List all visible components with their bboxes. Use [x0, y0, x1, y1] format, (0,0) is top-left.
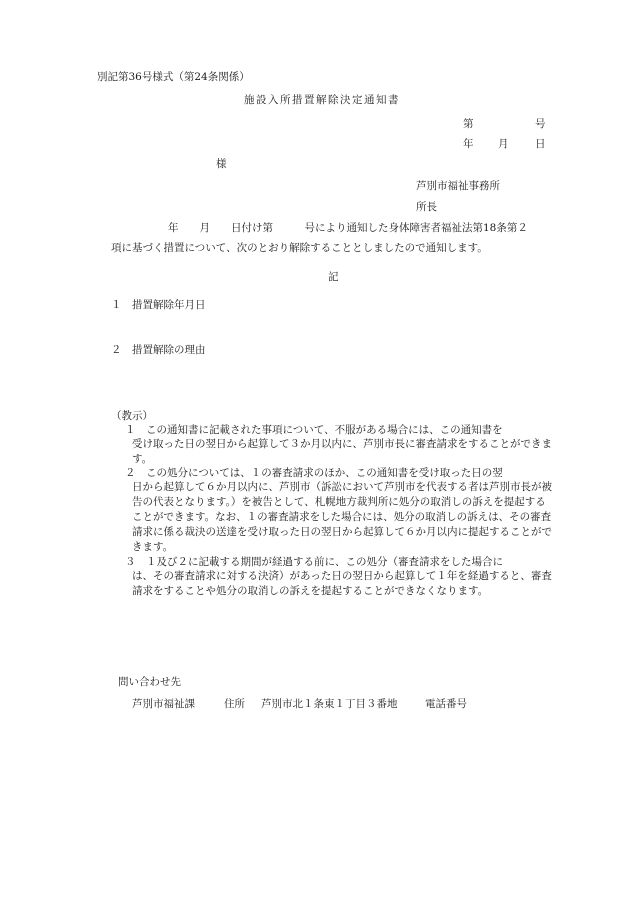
- notice-item-2-number: ２: [125, 467, 136, 479]
- notice-item-3-rest: は、その審査請求に対する決済）があった日の翌日から起算して１年を経過すると、審査請求をすることや処分の取消しの訴えを提起することができなくなります。: [132, 570, 552, 597]
- item-2-label: 措置解除の理由: [132, 344, 206, 356]
- item-1-number: １: [111, 299, 122, 311]
- notice-item-3-first-line: １及び２に記載する期間が経過する前に、この処分（審査請求をした場合に: [146, 556, 503, 568]
- recipient-honorific: 様: [216, 158, 227, 170]
- notice-item-2-first-line: この処分については、１の審査請求のほか、この通知書を受け取った日の翌: [146, 467, 503, 479]
- contact-department: 芦別市福祉課: [132, 698, 195, 710]
- notice-heading: （教示）: [111, 410, 153, 422]
- sender-title: 所長: [416, 201, 437, 213]
- body-line-1: 年 月 日付け第 号により通知した身体障害者福祉法第18条第２: [168, 222, 528, 234]
- contact-heading: 問い合わせ先: [118, 676, 181, 688]
- item-2-number: ２: [111, 344, 122, 356]
- notice-item-1-rest: 受け取った日の翌日から起算して３か月以内に、芦別市長に審査請求をすることができます。: [132, 438, 552, 465]
- contact-phone-label: 電話番号: [425, 698, 467, 710]
- contact-address: 芦別市北１条東１丁目３番地: [261, 698, 398, 710]
- date-day: 日: [535, 138, 546, 150]
- body-line-2: 項に基づく措置について、次のとおり解除することとしましたので通知します。: [111, 242, 488, 254]
- item-1-label: 措置解除年月日: [132, 299, 206, 311]
- notice-item-2-rest: 日から起算して６か月以内に、芦別市（訴訟において芦別市を代表する者は芦別市長が被告の代表となります。）を被告として、札幌地方裁判所に処分の取消しの訴えを提起することができます。なお、１の審査請求をした場合には、処分の取消しの訴えは、その審査請求に係る裁決の送達を受け取った日の翌日から起算して６か月以内に提起することができます。: [132, 481, 552, 553]
- number-prefix: 第: [463, 118, 474, 130]
- document-title: 施設入所措置解除決定通知書: [244, 94, 400, 106]
- ki-marker: 記: [328, 271, 339, 283]
- sender-office: 芦別市福祉事務所: [416, 180, 500, 192]
- form-label: 別記第36号様式（第24条関係）: [97, 71, 250, 83]
- notice-item-3-number: ３: [125, 556, 136, 568]
- number-suffix: 号: [535, 118, 546, 130]
- date-year: 年: [463, 138, 474, 150]
- notice-item-1-first-line: この通知書に記載された事項について、不服がある場合には、この通知書を: [146, 424, 503, 436]
- date-month: 月: [498, 138, 509, 150]
- contact-address-label: 住所: [224, 698, 245, 710]
- notice-item-1-number: １: [125, 424, 136, 436]
